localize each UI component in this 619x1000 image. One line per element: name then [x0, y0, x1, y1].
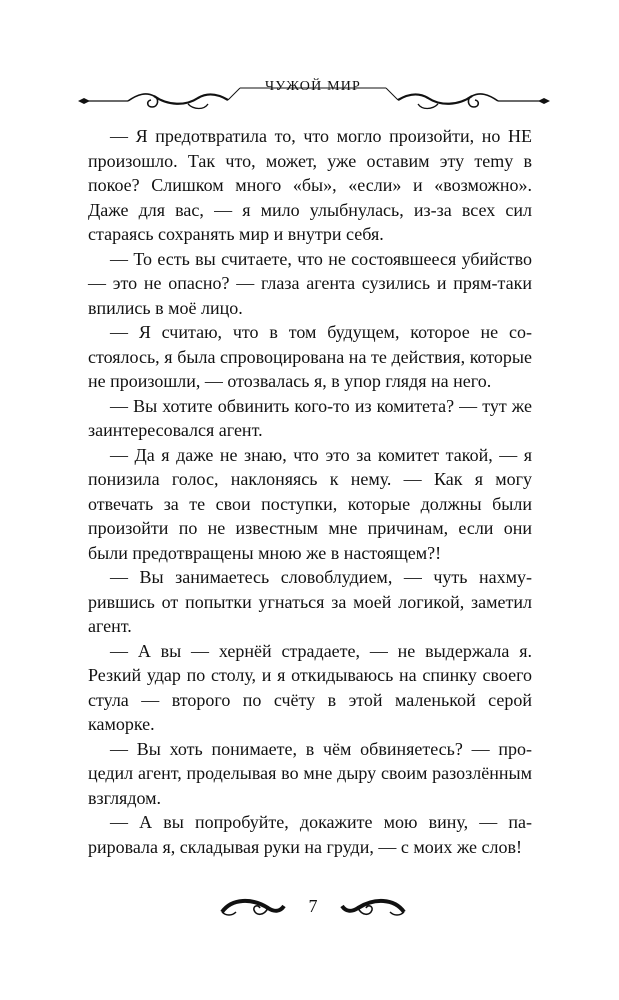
paragraph: — Я считаю, что в том будущем, которое не состоялось, я была спровоцирована на те действия, которые не произошли, — отозвалась я, в упор глядя на него. — [88, 322, 532, 391]
chapter-text — [88, 124, 532, 859]
running-header-title: ЧУЖОЙ МИР — [264, 79, 362, 94]
page-number: 7 — [308, 896, 318, 916]
paragraph: — То есть вы считаете, что не состоявшееся убийство — это не опасно? — глаза агента сузились и прям-таки впились в моё лицо. — [88, 248, 532, 318]
paragraph: — Я предотвратила то, что могло произойти, но НЕ произошло. Так что, может, уже оставим эту теmу в покое? Слишком много «бы», «если» и «возможно». Даже для вас, — я мило улыбнулась, из-за всех сил стараясь сохранять мир и внутри себя. — [88, 126, 532, 244]
paragraph: — Вы хотите обвинить кого-то из комитета? — тут же заинтересовался агент. — [88, 395, 532, 440]
paragraph: — А вы — хернёй страдаете, — не выдержала я. Резкий удар по столу, и я откидываюсь на спинку своего стула — второго по счёту в этой маленькой серой каморке. — [88, 640, 532, 734]
right-swash-icon — [338, 894, 408, 924]
page-footer — [218, 890, 408, 930]
paragraph: — Вы занимаетесь словоблудием, — чуть нахмурившись от попытки угнаться за моей логикой, заметил агент. — [88, 567, 532, 636]
paragraph: — Вы хоть понимаете, в чём обвиняетесь? — процедил агент, проделывая во мне дыру своим разозлённым взглядом. — [88, 738, 532, 808]
paragraph: — А вы попробуйте, докажите мою вину, — парировала я, складывая руки на груди, — с моих же слов! — [88, 812, 532, 857]
paragraph: — Да я даже не знаю, что это за комитет такой, — я понизила голос, наклоняясь к нему. — Как я могу отвечать за те свои поступки, которые должны были произойти по не известным мне причинам, если они были предотвращены мною же в настоящем?! — [88, 444, 532, 563]
running-header — [68, 76, 558, 116]
